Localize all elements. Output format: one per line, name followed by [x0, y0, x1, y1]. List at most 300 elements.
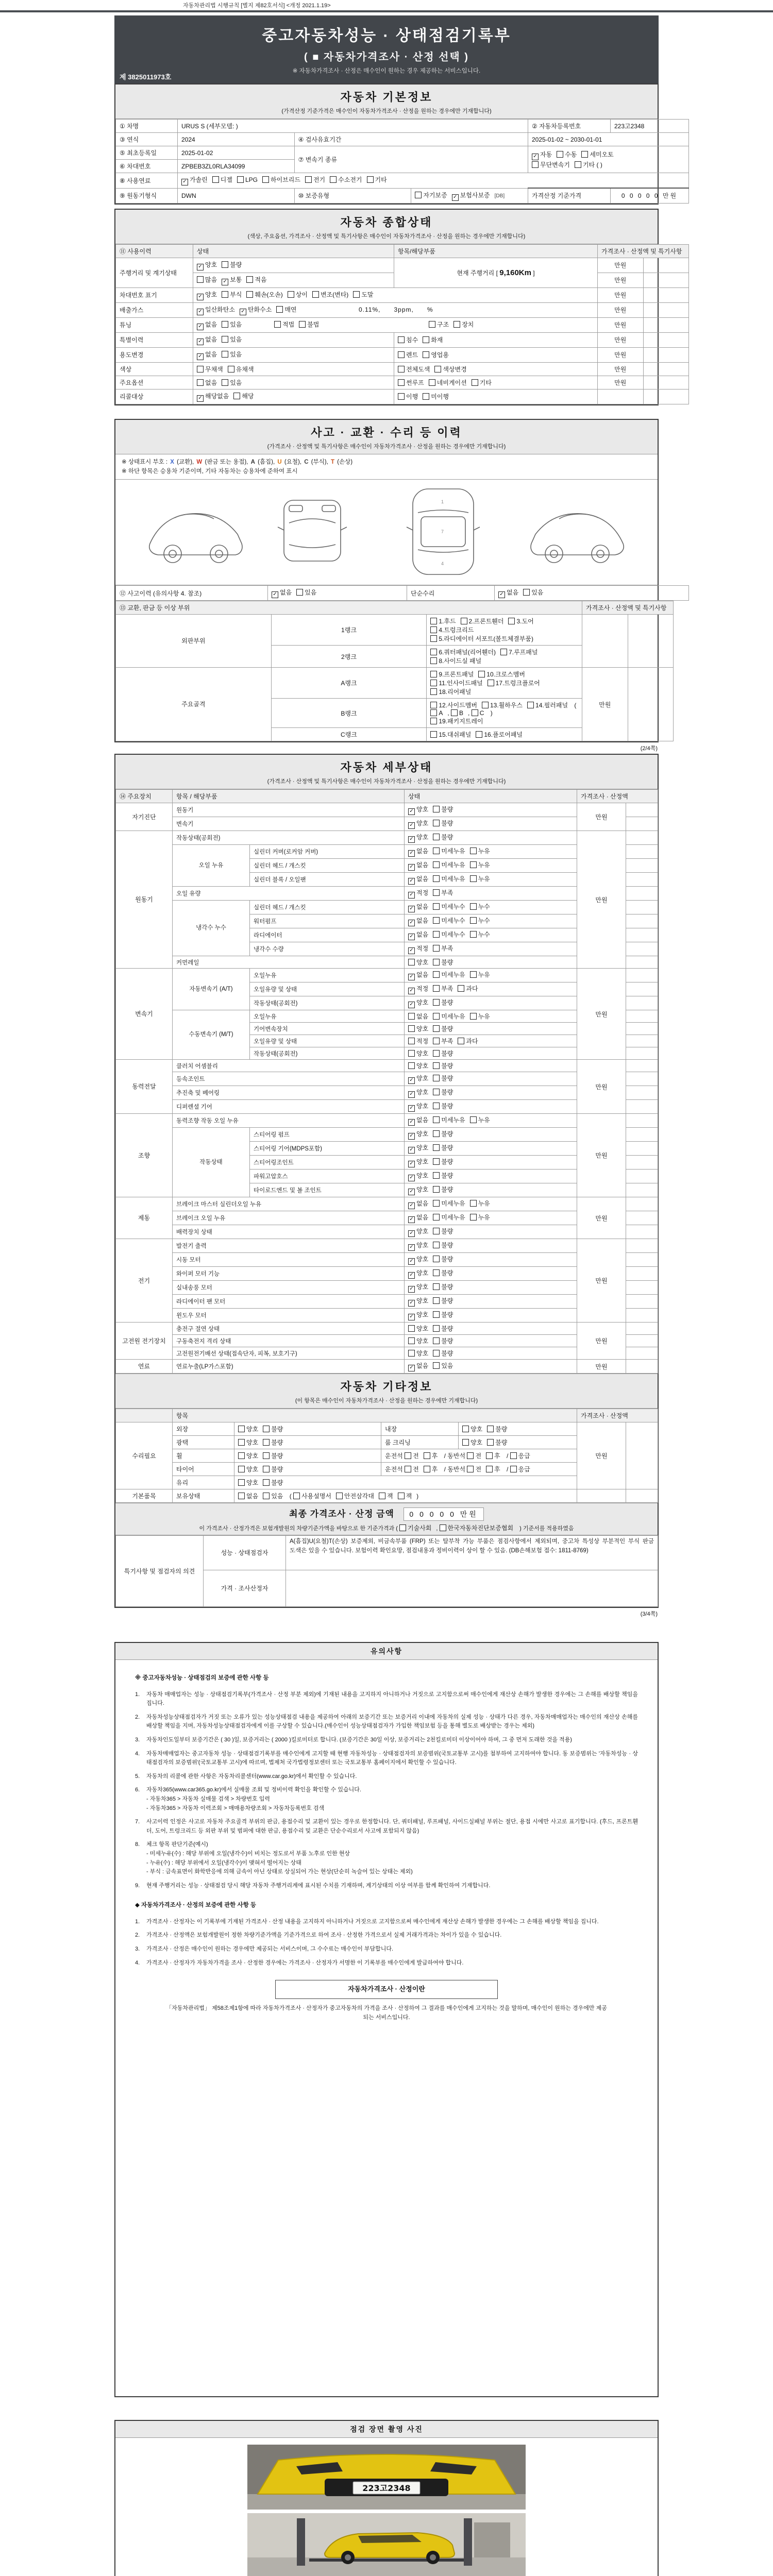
checkbox-option[interactable]: [408, 1337, 428, 1345]
checkbox-option[interactable]: [433, 1025, 453, 1032]
checkbox-icon[interactable]: [276, 306, 283, 313]
checkbox-checked-icon[interactable]: ✓: [532, 154, 539, 160]
checkbox-icon[interactable]: [299, 321, 306, 328]
checkbox-option[interactable]: [430, 649, 496, 656]
checkbox-option[interactable]: [433, 1256, 453, 1263]
checkbox-icon[interactable]: [405, 1452, 411, 1459]
checkbox-option[interactable]: [408, 1075, 428, 1082]
checkbox-icon[interactable]: [430, 618, 437, 624]
checkbox-checked-icon[interactable]: ✓: [408, 892, 415, 899]
checkbox-option[interactable]: [408, 931, 428, 938]
checkbox-option[interactable]: [433, 889, 453, 896]
checkbox-option[interactable]: [197, 276, 217, 283]
checkbox-checked-icon[interactable]: ✓: [408, 822, 415, 829]
checkbox-option[interactable]: [408, 1200, 428, 1207]
checkbox-icon[interactable]: [197, 366, 204, 372]
checkbox-icon[interactable]: [246, 276, 253, 283]
checkbox-icon[interactable]: [398, 1493, 405, 1499]
checkbox-option[interactable]: [408, 1116, 428, 1124]
checkbox-option[interactable]: [433, 1130, 453, 1138]
checkbox-option[interactable]: [433, 848, 465, 855]
checkbox-option[interactable]: [470, 971, 490, 978]
checkbox-option[interactable]: [246, 276, 266, 283]
checkbox-option[interactable]: [408, 1158, 428, 1165]
checkbox-icon[interactable]: [470, 1013, 477, 1020]
checkbox-option[interactable]: [405, 1452, 419, 1460]
checkbox-option[interactable]: [398, 351, 418, 359]
checkbox-option[interactable]: [240, 306, 272, 313]
checkbox-icon[interactable]: [398, 336, 405, 343]
checkbox-option[interactable]: [272, 589, 292, 596]
checkbox-icon[interactable]: [423, 393, 429, 400]
checkbox-option[interactable]: [429, 321, 449, 328]
checkbox-option[interactable]: [408, 1228, 428, 1235]
checkbox-option[interactable]: [470, 875, 490, 883]
checkbox-checked-icon[interactable]: ✓: [408, 850, 415, 857]
checkbox-option[interactable]: [353, 291, 373, 298]
checkbox-option[interactable]: [433, 1103, 453, 1110]
checkbox-option[interactable]: [532, 151, 552, 158]
checkbox-option[interactable]: [408, 1050, 428, 1057]
checkbox-option[interactable]: [237, 176, 258, 183]
checkbox-checked-icon[interactable]: ✓: [408, 808, 415, 815]
checkbox-option[interactable]: [408, 1130, 428, 1138]
checkbox-option[interactable]: [197, 336, 217, 343]
checkbox-option[interactable]: [440, 1524, 514, 1532]
checkbox-icon[interactable]: [238, 1439, 245, 1446]
checkbox-option[interactable]: [527, 702, 568, 709]
checkbox-option[interactable]: [451, 709, 463, 717]
checkbox-option[interactable]: [433, 1362, 453, 1369]
checkbox-checked-icon[interactable]: ✓: [408, 1175, 415, 1181]
checkbox-option[interactable]: [222, 276, 242, 283]
checkbox-option[interactable]: [433, 1144, 453, 1151]
checkbox-option[interactable]: [408, 820, 428, 827]
checkbox-icon[interactable]: [470, 903, 477, 910]
checkbox-option[interactable]: [233, 393, 254, 400]
checkbox-option[interactable]: [575, 161, 602, 168]
checkbox-option[interactable]: [430, 718, 483, 725]
checkbox-option[interactable]: [408, 1025, 428, 1032]
checkbox-icon[interactable]: [222, 261, 228, 268]
checkbox-option[interactable]: [408, 1283, 428, 1291]
checkbox-icon[interactable]: [433, 1116, 440, 1123]
checkbox-icon[interactable]: [458, 1038, 464, 1044]
checkbox-checked-icon[interactable]: ✓: [408, 1314, 415, 1320]
checkbox-icon[interactable]: [263, 1493, 270, 1499]
checkbox-icon[interactable]: [486, 1466, 493, 1472]
checkbox-option[interactable]: [433, 1200, 465, 1207]
checkbox-checked-icon[interactable]: ✓: [408, 906, 415, 912]
checkbox-checked-icon[interactable]: ✓: [197, 324, 204, 330]
checkbox-icon[interactable]: [296, 589, 303, 596]
checkbox-option[interactable]: [433, 861, 465, 869]
checkbox-icon[interactable]: [470, 861, 477, 868]
checkbox-option[interactable]: [312, 291, 348, 298]
checkbox-checked-icon[interactable]: ✓: [197, 338, 204, 345]
checkbox-icon[interactable]: [430, 657, 437, 664]
checkbox-option[interactable]: [470, 917, 490, 924]
checkbox-option[interactable]: [470, 1013, 490, 1020]
checkbox-icon[interactable]: [434, 366, 441, 372]
checkbox-option[interactable]: [367, 176, 387, 183]
checkbox-icon[interactable]: [222, 291, 228, 298]
checkbox-option[interactable]: [433, 1228, 453, 1235]
checkbox-option[interactable]: [398, 393, 418, 400]
checkbox-option[interactable]: [408, 1062, 428, 1070]
checkbox-icon[interactable]: [557, 151, 563, 158]
checkbox-icon[interactable]: [398, 351, 405, 358]
checkbox-option[interactable]: [430, 709, 443, 717]
checkbox-option[interactable]: [305, 176, 325, 183]
checkbox-icon[interactable]: [262, 176, 269, 183]
checkbox-checked-icon[interactable]: ✓: [272, 591, 278, 598]
checkbox-option[interactable]: [508, 618, 533, 625]
checkbox-icon[interactable]: [458, 985, 464, 992]
checkbox-option[interactable]: [462, 1426, 482, 1433]
checkbox-option[interactable]: [408, 1256, 428, 1263]
checkbox-option[interactable]: [433, 1038, 453, 1045]
checkbox-option[interactable]: [452, 192, 490, 199]
checkbox-icon[interactable]: [429, 379, 435, 386]
checkbox-option[interactable]: [408, 861, 428, 869]
checkbox-option[interactable]: [433, 917, 465, 924]
checkbox-option[interactable]: [433, 1062, 453, 1070]
checkbox-icon[interactable]: [433, 1172, 440, 1179]
checkbox-icon[interactable]: [399, 1524, 406, 1531]
checkbox-icon[interactable]: [433, 903, 440, 910]
checkbox-icon[interactable]: [467, 1452, 474, 1459]
checkbox-option[interactable]: [430, 680, 482, 687]
checkbox-icon[interactable]: [433, 1311, 440, 1318]
checkbox-icon[interactable]: [429, 321, 435, 328]
checkbox-icon[interactable]: [263, 1439, 270, 1446]
checkbox-option[interactable]: [487, 1439, 507, 1446]
checkbox-checked-icon[interactable]: ✓: [408, 864, 415, 871]
checkbox-option[interactable]: [433, 1242, 453, 1249]
checkbox-option[interactable]: [433, 1297, 453, 1304]
checkbox-icon[interactable]: [379, 1493, 385, 1499]
checkbox-option[interactable]: [424, 1466, 438, 1473]
checkbox-icon[interactable]: [408, 1350, 415, 1357]
checkbox-option[interactable]: [433, 999, 453, 1006]
checkbox-option[interactable]: [433, 1283, 453, 1291]
checkbox-icon[interactable]: [472, 709, 478, 716]
checkbox-option[interactable]: [262, 176, 300, 183]
checkbox-option[interactable]: [467, 1452, 481, 1460]
checkbox-icon[interactable]: [433, 1025, 440, 1032]
checkbox-checked-icon[interactable]: ✓: [240, 309, 246, 315]
checkbox-checked-icon[interactable]: ✓: [408, 1202, 415, 1209]
checkbox-option[interactable]: [433, 1214, 465, 1221]
checkbox-icon[interactable]: [527, 702, 534, 708]
checkbox-option[interactable]: [408, 1362, 428, 1369]
checkbox-icon[interactable]: [405, 1466, 411, 1472]
checkbox-icon[interactable]: [433, 1186, 440, 1193]
checkbox-option[interactable]: [263, 1479, 283, 1486]
checkbox-option[interactable]: [510, 1452, 530, 1460]
checkbox-icon[interactable]: [500, 649, 507, 655]
checkbox-icon[interactable]: [470, 848, 477, 854]
checkbox-checked-icon[interactable]: ✓: [408, 1133, 415, 1140]
checkbox-option[interactable]: [238, 1493, 258, 1500]
checkbox-icon[interactable]: [482, 702, 489, 708]
checkbox-icon[interactable]: [415, 192, 422, 198]
checkbox-option[interactable]: [430, 731, 471, 738]
checkbox-icon[interactable]: [246, 291, 253, 298]
checkbox-option[interactable]: [500, 649, 537, 656]
checkbox-icon[interactable]: [336, 1493, 343, 1499]
checkbox-option[interactable]: [398, 366, 430, 373]
checkbox-icon[interactable]: [398, 379, 405, 386]
checkbox-icon[interactable]: [451, 709, 458, 716]
checkbox-icon[interactable]: [408, 1062, 415, 1069]
checkbox-option[interactable]: [238, 1439, 258, 1446]
checkbox-icon[interactable]: [433, 1050, 440, 1057]
checkbox-icon[interactable]: [398, 366, 405, 372]
checkbox-icon[interactable]: [237, 176, 244, 183]
checkbox-icon[interactable]: [263, 1452, 270, 1459]
checkbox-icon[interactable]: [222, 379, 228, 386]
checkbox-option[interactable]: [296, 589, 316, 596]
checkbox-option[interactable]: [433, 1311, 453, 1318]
checkbox-icon[interactable]: [462, 1439, 469, 1446]
checkbox-option[interactable]: [557, 151, 577, 158]
checkbox-option[interactable]: [197, 379, 217, 386]
checkbox-option[interactable]: [408, 985, 428, 992]
checkbox-option[interactable]: [228, 366, 254, 373]
checkbox-icon[interactable]: [430, 688, 437, 695]
checkbox-option[interactable]: [433, 834, 453, 841]
checkbox-option[interactable]: [458, 985, 478, 992]
checkbox-icon[interactable]: [430, 718, 437, 724]
checkbox-checked-icon[interactable]: ✓: [408, 1272, 415, 1279]
checkbox-checked-icon[interactable]: ✓: [408, 1147, 415, 1154]
checkbox-option[interactable]: [487, 1426, 507, 1433]
checkbox-icon[interactable]: [263, 1479, 270, 1486]
checkbox-option[interactable]: [398, 336, 418, 344]
checkbox-option[interactable]: [470, 1200, 490, 1207]
checkbox-option[interactable]: [433, 1158, 453, 1165]
checkbox-checked-icon[interactable]: ✓: [197, 353, 204, 360]
checkbox-icon[interactable]: [330, 176, 337, 183]
checkbox-option[interactable]: [263, 1426, 283, 1433]
checkbox-icon[interactable]: [238, 1452, 245, 1459]
checkbox-icon[interactable]: [353, 291, 360, 298]
checkbox-option[interactable]: [263, 1439, 283, 1446]
checkbox-icon[interactable]: [433, 1228, 440, 1234]
checkbox-option[interactable]: [470, 848, 490, 855]
checkbox-icon[interactable]: [430, 731, 437, 738]
checkbox-option[interactable]: [433, 1337, 453, 1345]
checkbox-icon[interactable]: [488, 680, 494, 686]
checkbox-option[interactable]: [408, 917, 428, 924]
checkbox-icon[interactable]: [430, 635, 437, 642]
checkbox-option[interactable]: [433, 875, 465, 883]
checkbox-option[interactable]: [263, 1466, 283, 1473]
checkbox-option[interactable]: [408, 1013, 428, 1020]
checkbox-option[interactable]: [197, 366, 223, 373]
checkbox-icon[interactable]: [433, 1200, 440, 1207]
checkbox-option[interactable]: [299, 321, 319, 328]
checkbox-icon[interactable]: [433, 1297, 440, 1304]
checkbox-icon[interactable]: [408, 1025, 415, 1032]
checkbox-option[interactable]: [581, 151, 613, 158]
checkbox-icon[interactable]: [430, 702, 437, 708]
checkbox-icon[interactable]: [312, 291, 319, 298]
checkbox-checked-icon[interactable]: ✓: [408, 974, 415, 980]
checkbox-option[interactable]: [399, 1524, 431, 1532]
checkbox-option[interactable]: [288, 291, 308, 298]
checkbox-checked-icon[interactable]: ✓: [408, 1244, 415, 1251]
checkbox-option[interactable]: [430, 626, 474, 634]
checkbox-option[interactable]: [470, 903, 490, 910]
checkbox-icon[interactable]: [433, 1130, 440, 1137]
checkbox-icon[interactable]: [433, 1242, 440, 1248]
checkbox-icon[interactable]: [293, 1493, 300, 1499]
checkbox-icon[interactable]: [433, 985, 440, 992]
checkbox-option[interactable]: [433, 931, 465, 938]
checkbox-option[interactable]: [470, 931, 490, 938]
checkbox-icon[interactable]: [433, 1013, 440, 1020]
checkbox-option[interactable]: [476, 731, 523, 738]
checkbox-icon[interactable]: [197, 276, 204, 283]
checkbox-option[interactable]: [197, 291, 217, 298]
checkbox-option[interactable]: [423, 393, 449, 400]
checkbox-checked-icon[interactable]: ✓: [197, 264, 204, 270]
checkbox-icon[interactable]: [433, 1362, 440, 1369]
checkbox-option[interactable]: [461, 618, 504, 625]
checkbox-option[interactable]: [433, 1089, 453, 1096]
checkbox-option[interactable]: [197, 393, 229, 400]
checkbox-option[interactable]: [408, 1186, 428, 1193]
checkbox-checked-icon[interactable]: ✓: [408, 947, 415, 954]
checkbox-icon[interactable]: [222, 336, 228, 343]
checkbox-option[interactable]: [408, 875, 428, 883]
checkbox-icon[interactable]: [305, 176, 312, 183]
checkbox-option[interactable]: [222, 261, 242, 268]
checkbox-option[interactable]: [408, 848, 428, 855]
checkbox-option[interactable]: [430, 618, 456, 625]
checkbox-icon[interactable]: [433, 1075, 440, 1081]
checkbox-option[interactable]: [238, 1452, 258, 1460]
checkbox-option[interactable]: [222, 321, 242, 328]
checkbox-icon[interactable]: [433, 1283, 440, 1290]
checkbox-option[interactable]: [433, 1050, 453, 1057]
checkbox-icon[interactable]: [222, 351, 228, 358]
checkbox-icon[interactable]: [462, 1426, 469, 1432]
checkbox-option[interactable]: [472, 379, 492, 386]
checkbox-icon[interactable]: [433, 889, 440, 896]
checkbox-checked-icon[interactable]: ✓: [408, 1365, 415, 1371]
checkbox-checked-icon[interactable]: ✓: [408, 1105, 415, 1112]
checkbox-option[interactable]: [197, 261, 217, 268]
checkbox-option[interactable]: [408, 1038, 428, 1045]
checkbox-icon[interactable]: [238, 1493, 245, 1499]
checkbox-checked-icon[interactable]: ✓: [408, 1216, 415, 1223]
checkbox-checked-icon[interactable]: ✓: [498, 591, 505, 598]
checkbox-icon[interactable]: [433, 861, 440, 868]
checkbox-icon[interactable]: [433, 1214, 440, 1221]
checkbox-checked-icon[interactable]: ✓: [222, 279, 228, 285]
checkbox-option[interactable]: [408, 889, 428, 896]
checkbox-icon[interactable]: [487, 1426, 494, 1432]
checkbox-option[interactable]: [212, 176, 232, 183]
checkbox-checked-icon[interactable]: ✓: [408, 1002, 415, 1008]
checkbox-icon[interactable]: [433, 875, 440, 882]
checkbox-icon[interactable]: [486, 1452, 493, 1459]
checkbox-icon[interactable]: [408, 1325, 415, 1332]
checkbox-option[interactable]: [408, 1144, 428, 1151]
checkbox-icon[interactable]: [433, 1256, 440, 1262]
checkbox-checked-icon[interactable]: ✓: [408, 988, 415, 994]
checkbox-option[interactable]: [408, 1269, 428, 1277]
checkbox-option[interactable]: [433, 1350, 453, 1357]
checkbox-option[interactable]: [478, 671, 525, 678]
checkbox-option[interactable]: [181, 176, 208, 183]
checkbox-checked-icon[interactable]: ✓: [408, 934, 415, 940]
checkbox-option[interactable]: [408, 903, 428, 910]
checkbox-icon[interactable]: [470, 971, 477, 978]
checkbox-option[interactable]: [429, 379, 467, 386]
checkbox-icon[interactable]: [408, 1013, 415, 1020]
checkbox-checked-icon[interactable]: ✓: [197, 309, 204, 315]
checkbox-icon[interactable]: [470, 1116, 477, 1123]
checkbox-option[interactable]: [433, 1116, 465, 1124]
checkbox-icon[interactable]: [433, 1144, 440, 1151]
checkbox-option[interactable]: [486, 1466, 500, 1473]
checkbox-icon[interactable]: [212, 176, 219, 183]
checkbox-option[interactable]: [379, 1493, 393, 1500]
checkbox-option[interactable]: [408, 1214, 428, 1221]
checkbox-checked-icon[interactable]: ✓: [181, 179, 188, 185]
checkbox-icon[interactable]: [532, 161, 539, 168]
checkbox-option[interactable]: [523, 589, 543, 596]
checkbox-option[interactable]: [336, 1493, 374, 1500]
checkbox-icon[interactable]: [433, 806, 440, 812]
checkbox-option[interactable]: [430, 671, 474, 678]
checkbox-option[interactable]: [433, 1186, 453, 1193]
checkbox-option[interactable]: [408, 999, 428, 1006]
checkbox-option[interactable]: [408, 806, 428, 813]
checkbox-option[interactable]: [238, 1479, 258, 1486]
checkbox-icon[interactable]: [433, 848, 440, 854]
checkbox-option[interactable]: [408, 971, 428, 978]
checkbox-option[interactable]: [433, 1269, 453, 1277]
checkbox-icon[interactable]: [523, 589, 530, 596]
checkbox-option[interactable]: [408, 1325, 428, 1332]
checkbox-icon[interactable]: [467, 1466, 474, 1472]
checkbox-option[interactable]: [222, 379, 242, 386]
checkbox-icon[interactable]: [478, 671, 485, 677]
checkbox-icon[interactable]: [453, 321, 460, 328]
checkbox-checked-icon[interactable]: ✓: [408, 1077, 415, 1084]
checkbox-icon[interactable]: [408, 1038, 415, 1044]
checkbox-option[interactable]: [197, 351, 217, 358]
checkbox-option[interactable]: [433, 1172, 453, 1179]
checkbox-option[interactable]: [467, 1466, 481, 1473]
checkbox-icon[interactable]: [575, 161, 581, 168]
checkbox-icon[interactable]: [424, 1452, 430, 1459]
checkbox-option[interactable]: [433, 971, 465, 978]
checkbox-icon[interactable]: [433, 931, 440, 938]
checkbox-option[interactable]: [486, 1452, 500, 1460]
checkbox-checked-icon[interactable]: ✓: [408, 1300, 415, 1307]
checkbox-option[interactable]: [408, 1103, 428, 1110]
checkbox-icon[interactable]: [433, 1337, 440, 1344]
checkbox-icon[interactable]: [288, 291, 294, 298]
checkbox-icon[interactable]: [470, 917, 477, 924]
